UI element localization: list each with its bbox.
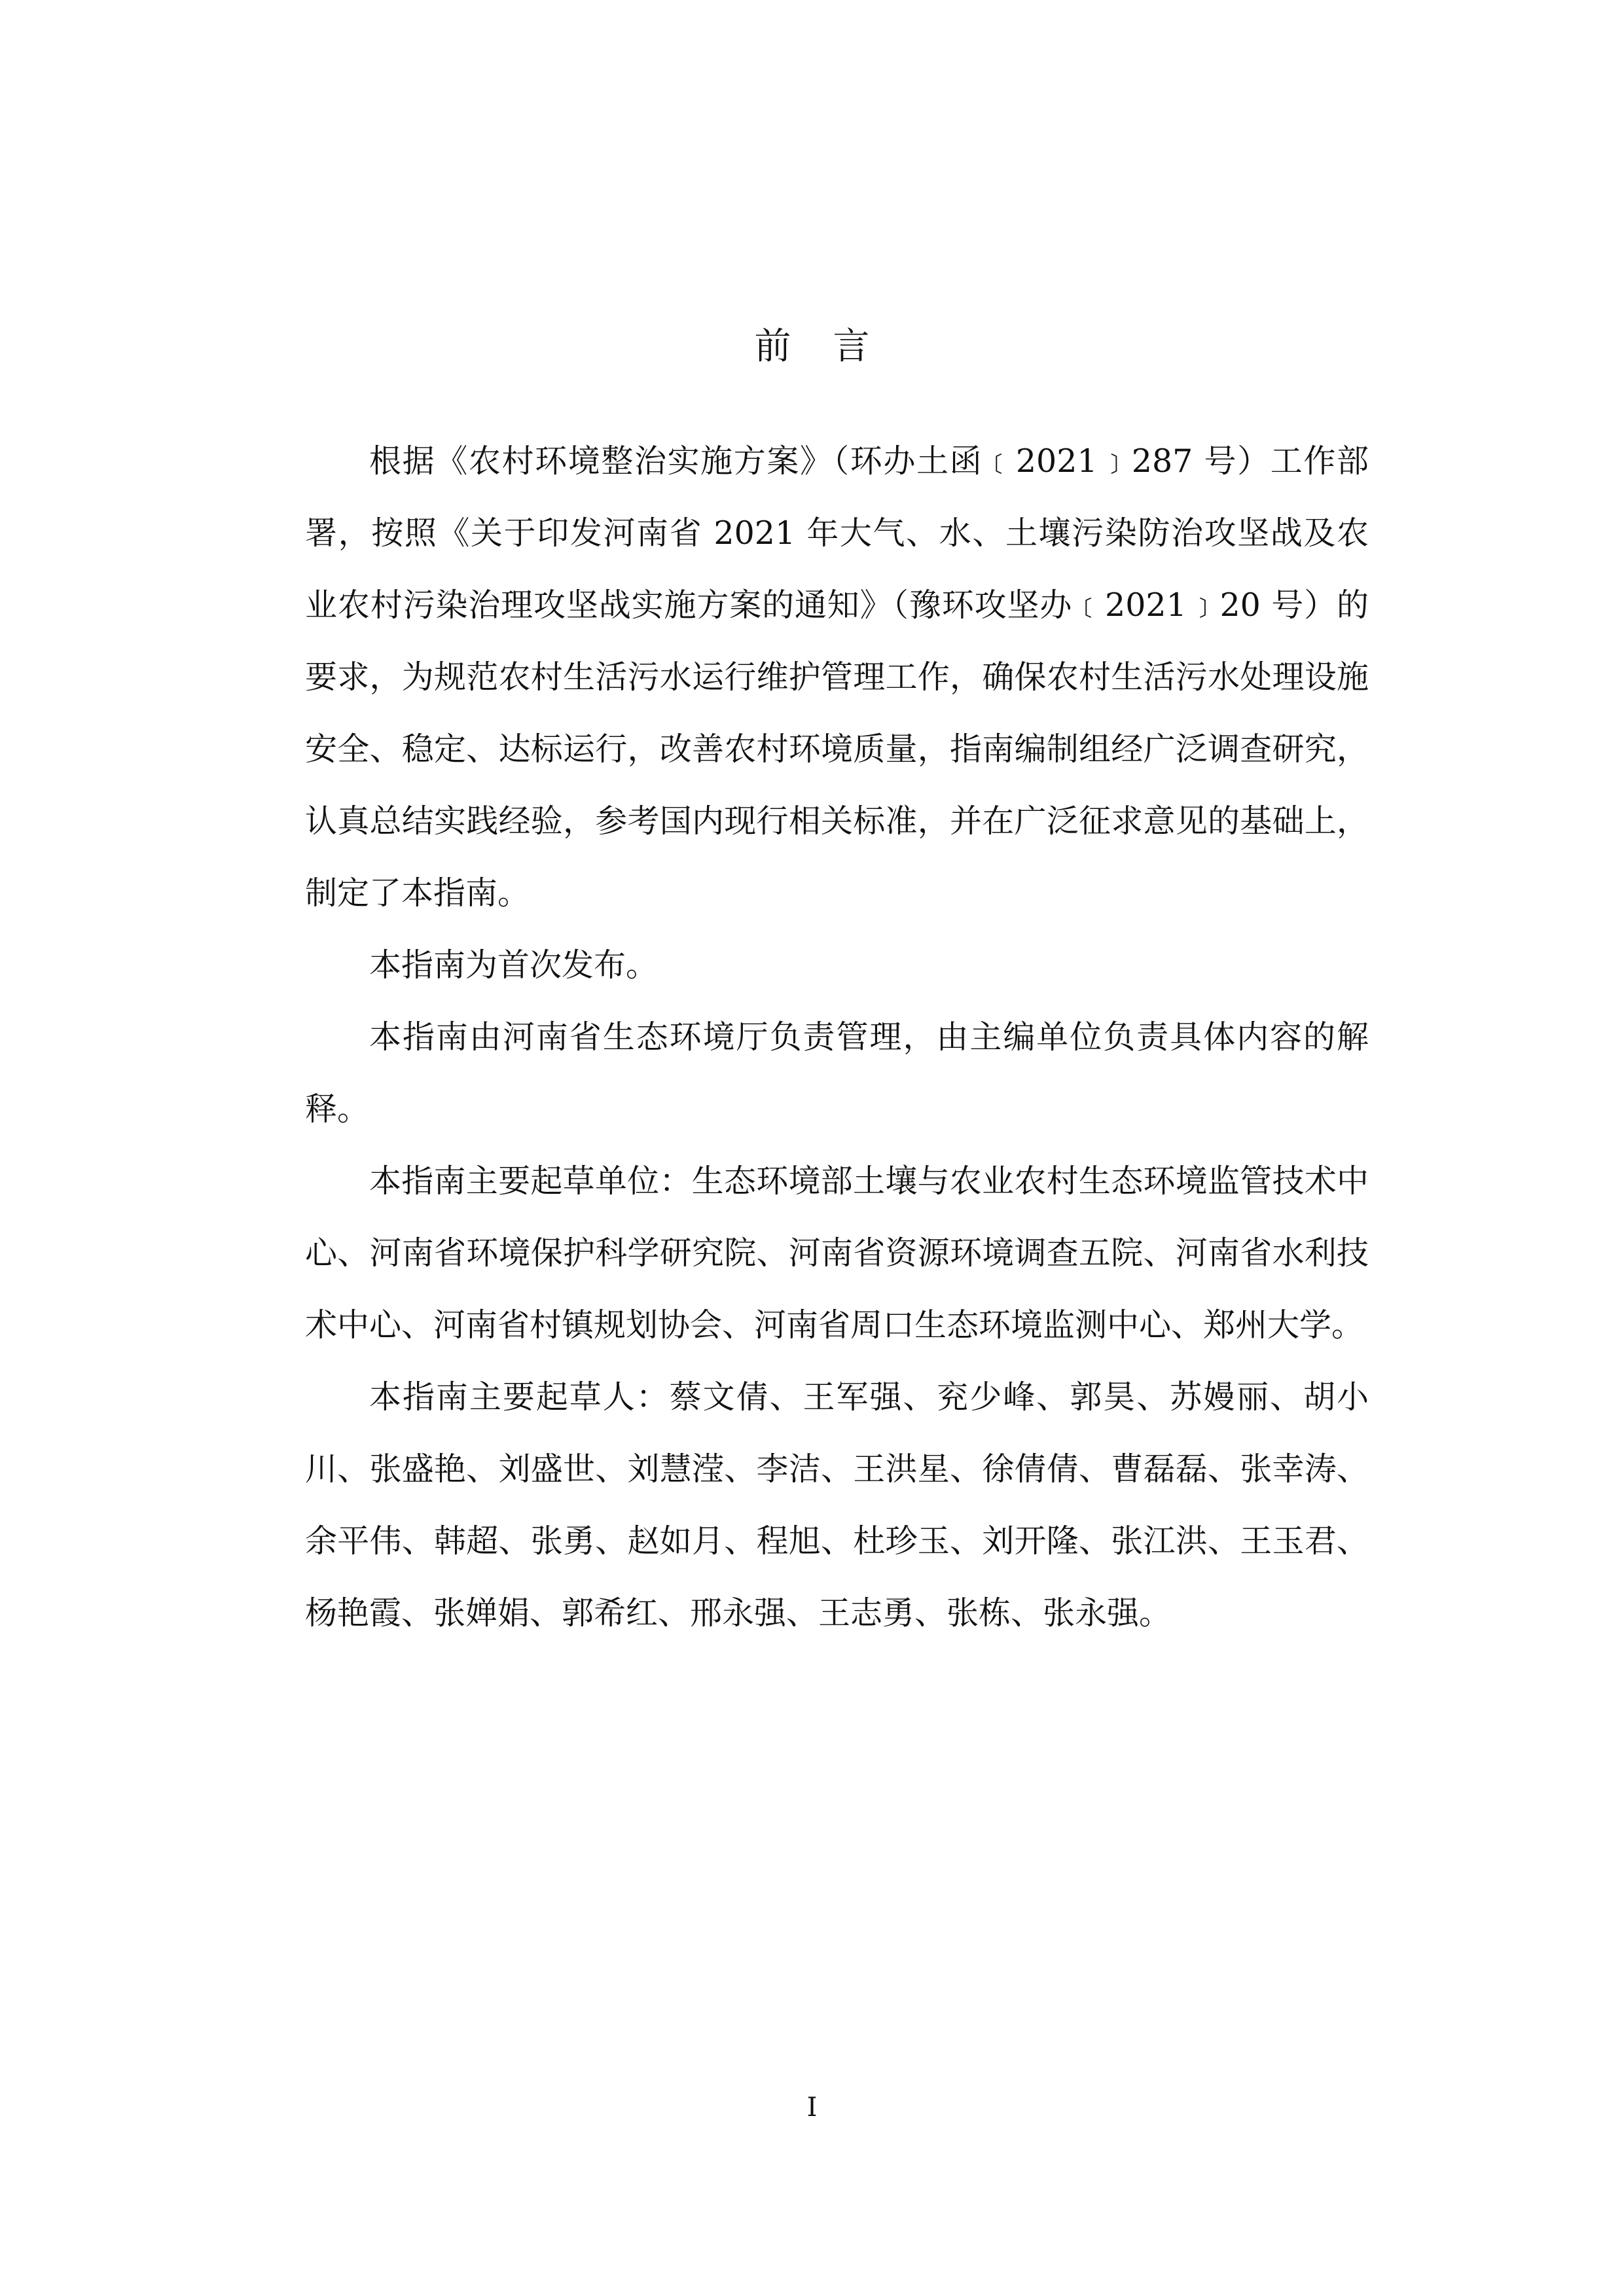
paragraph-first-release: 本指南为首次发布。 (369, 946, 659, 984)
page-number: I (806, 2092, 818, 2123)
preface-body (305, 425, 1369, 1649)
paragraph-drafting-units: 本指南主要起草单位：生态环境部土壤与农业农村生态环境监管技术中心、河南省环境保护科学研究院、河南省资源环境调查五院、河南省水利技术中心、河南省村镇规划协会、河南省周口生态环境监测中心、郑州大学。 (305, 1162, 1369, 1344)
page-title: 前言 (754, 325, 912, 368)
paragraph-basis: 根据《农村环境整治实施方案》（环办土函﹝2021﹞287 号）工作部署，按照《关于印发河南省 2021 年大气、水、土壤污染防治攻坚战及农业农村污染治理攻坚战实施方案的通知》（豫环攻坚办﹝2021﹞20 号）的要求，为规范农村生活污水运行维护管理工作，确保农村生活污水处理设施安全、稳定、达标运行，改善农村环境质量，指南编制组经广泛调查研究，认真总结实践经验，参考国内现行相关标准，并在广泛征求意见的基础上，制定了本指南。 (305, 442, 1369, 912)
paragraph-management: 本指南由河南省生态环境厅负责管理，由主编单位负责具体内容的解释。 (305, 1018, 1369, 1128)
paragraph-drafters: 本指南主要起草人：蔡文倩、王军强、兖少峰、郭昊、苏嫚丽、胡小川、张盛艳、刘盛世、刘慧滢、李洁、王洪星、徐倩倩、曹磊磊、张幸涛、余平伟、韩超、张勇、赵如月、程旭、杜珍玉、刘开隆、张江洪、王玉君、杨艳霞、张婵娟、郭希红、邢永强、王志勇、张栋、张永强。 (305, 1378, 1369, 1632)
